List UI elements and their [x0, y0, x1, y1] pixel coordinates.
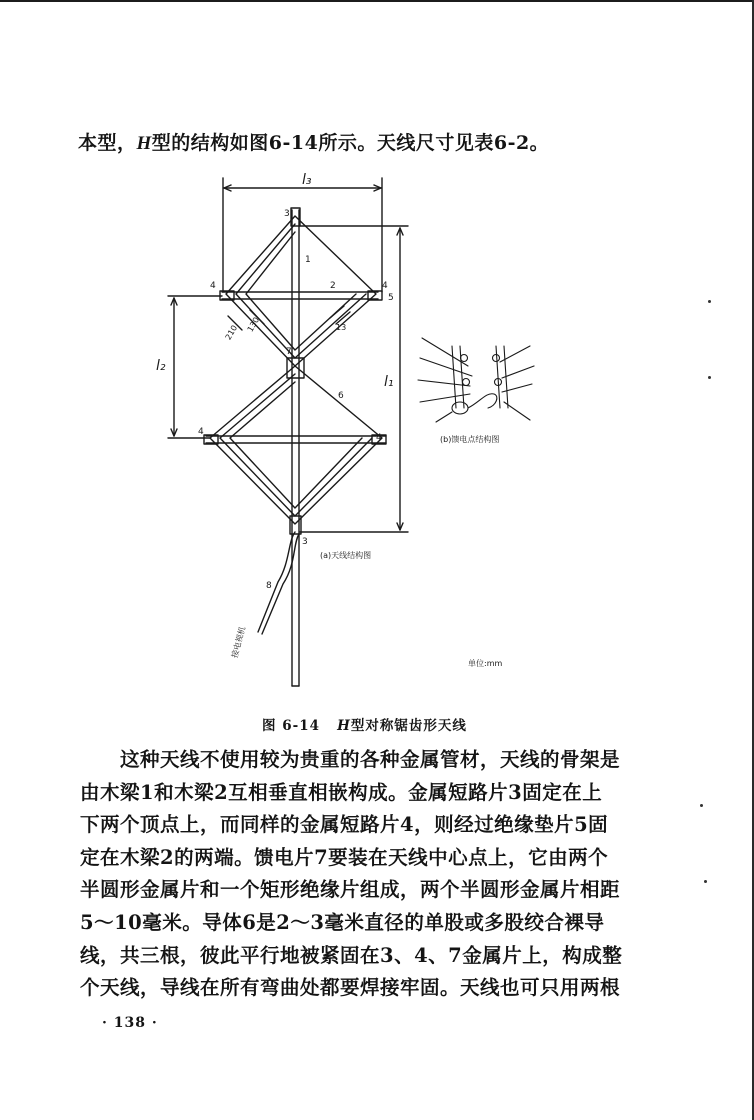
label-2: 2 [330, 281, 336, 291]
label-4-lower-right: 4 [376, 433, 382, 443]
caption-figure-number: 图 6-14 [262, 718, 320, 734]
label-13: 13 [336, 323, 347, 332]
page-number: · 138 · [102, 1015, 158, 1031]
dimension-l3: l₃ [302, 172, 312, 188]
body-line: 半圆形金属片和一个矩形绝缘片组成，两个半圆形金属片相距 [80, 878, 621, 902]
intro-paragraph [78, 128, 549, 155]
body-line: 5～10毫米。导体6是2～3毫米直径的单股或多股绞合裸导 [80, 910, 605, 934]
label-6: 6 [338, 391, 344, 401]
body-line: 这种天线不使用较为贵重的各种金属管材，天线的骨架是 [120, 748, 621, 771]
scan-speck [708, 376, 711, 379]
body-line: 个天线，导线在所有弯曲处都要焊接牢固。天线也可只用两根 [80, 976, 621, 1000]
figure-caption [262, 714, 467, 734]
unit-label: 单位:mm [468, 659, 503, 668]
dimension-210: 210 [223, 323, 240, 342]
intro-suffix: 型的结构如图6-14所示。天线尺寸见表6-2。 [151, 132, 550, 154]
label-7: 7 [286, 347, 292, 357]
top-border [0, 0, 754, 2]
label-8: 8 [266, 581, 272, 591]
label-3-top: 3 [284, 209, 290, 219]
label-5: 5 [388, 293, 394, 303]
intro-prefix: 本型， [78, 132, 137, 154]
body-line: 下两个顶点上，而同样的金属短路片4，则经过绝缘垫片5固 [80, 813, 609, 837]
body-line: 线，共三根，彼此平行地被紧固在3、4、7金属片上，构成整 [80, 943, 623, 967]
label-4-lower-left: 4 [198, 427, 204, 437]
label-4-upper-left: 4 [210, 281, 216, 291]
label-3-bottom: 3 [302, 537, 308, 547]
intro-h-letter: H [136, 133, 152, 154]
caption-title: 型对称锯齿形天线 [350, 718, 467, 734]
antenna-figure [150, 170, 550, 700]
body-paragraph [80, 744, 652, 1005]
dimension-l1: l₁ [384, 374, 394, 390]
body-line: 定在木梁2的两端。馈电片7要装在天线中心点上，它由两个 [80, 845, 609, 869]
caption-h-letter: H [337, 718, 351, 734]
feeder-label: 接电视机 [230, 625, 248, 659]
scan-speck [708, 300, 711, 303]
dimension-130: 130 [245, 315, 262, 334]
subfigure-b-label: (b)馈电点结构图 [440, 435, 500, 444]
dimension-l2: l₂ [156, 358, 166, 374]
label-1: 1 [305, 255, 311, 265]
scan-speck [700, 804, 703, 807]
scan-speck [704, 880, 707, 883]
label-4-upper-right: 4 [382, 281, 388, 291]
subfigure-a-label: (a)天线结构图 [320, 551, 372, 560]
body-line: 由木梁1和木梁2互相垂直相嵌构成。金属短路片3固定在上 [80, 780, 603, 804]
